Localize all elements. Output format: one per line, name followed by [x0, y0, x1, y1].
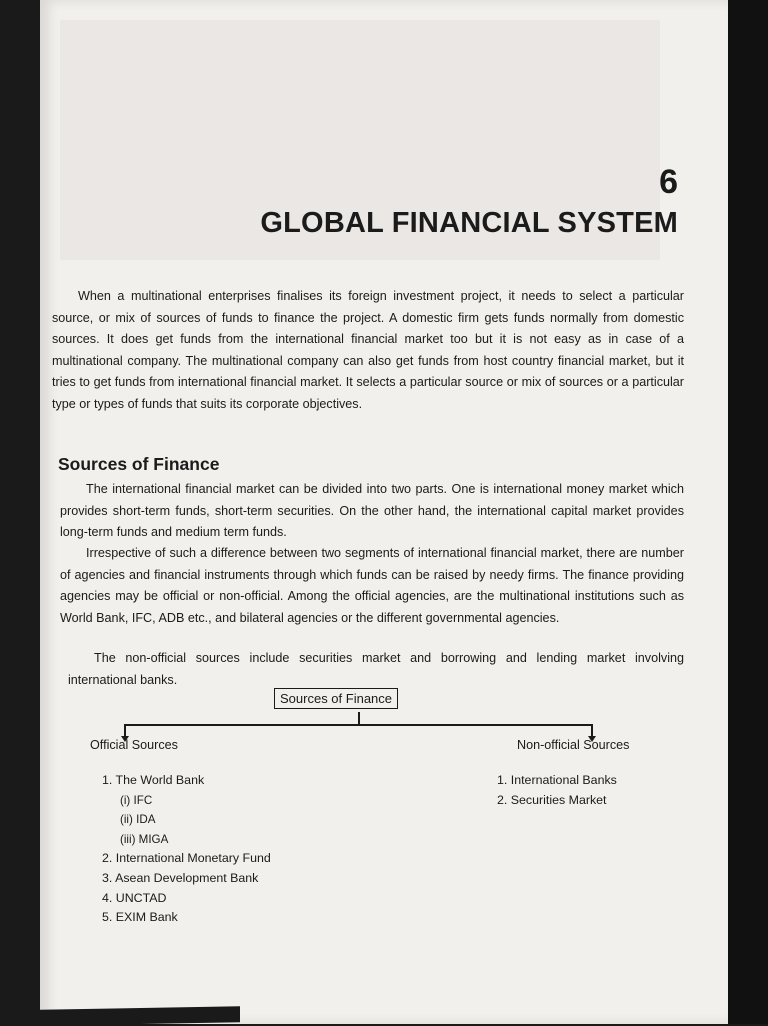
official-sources-list [102, 771, 271, 928]
official-sources-label: Official Sources [90, 738, 178, 752]
connector-line [124, 724, 592, 726]
non-official-sources-label: Non-official Sources [517, 738, 630, 752]
list-item: 3. Asean Development Bank [102, 870, 259, 885]
section-heading: Sources of Finance [58, 454, 220, 474]
list-item: 2. International Monetary Fund [102, 851, 271, 866]
list-item: 2. Securities Market [497, 792, 607, 807]
page-edge-shadow [728, 0, 768, 1024]
chapter-title: GLOBAL FINANCIAL SYSTEM [260, 207, 678, 239]
list-item: 5. EXIM Bank [102, 910, 178, 925]
list-item: (iii) MIGA [120, 832, 169, 846]
section-paragraph: Irrespective of such a difference between two segments of international financial market, there are number of agencies and financial instruments through which funds can be raised by needy firms. The finance providing agencies may be official or non-official. Among the official agencies, are the multinational institutions such as World Bank, IFC, ADB etc., and bilateral agencies or the different governmental agencies. [60, 546, 684, 625]
section-paragraph: The non-official sources include securities market and borrowing and lending market involving international banks. [68, 651, 684, 687]
list-item: 1. The World Bank [102, 773, 205, 787]
diagram-root-box: Sources of Finance [274, 688, 398, 709]
list-item: (i) IFC [120, 793, 153, 807]
intro-paragraph: When a multinational enterprises finalises its foreign investment project, it needs to select a particular source, or mix of sources of funds to finance the project. A domestic firm gets funds normally from domestic sources. It does get funds from the international financial market too but it is not easy as in case of a multinational company. The multinational company can also get funds from host country financial market, but it tries to get funds from international financial market. It selects a particular source or mix of sources or a particular type or types of funds that suits its corporate objectives. [52, 289, 684, 411]
chapter-number: 6 [659, 163, 678, 201]
list-item: 1. International Banks [497, 773, 617, 787]
section-paragraph: The international financial market can be divided into two parts. One is international money market which provides short-term funds, short-term securities. On the other hand, the international capital market provides long-term funds and medium term funds. [60, 482, 684, 539]
list-item: 4. UNCTAD [102, 890, 167, 905]
list-item: (ii) IDA [120, 813, 156, 827]
non-official-sources-list [497, 771, 617, 810]
connector-line [358, 712, 360, 724]
book-page [40, 0, 728, 1024]
